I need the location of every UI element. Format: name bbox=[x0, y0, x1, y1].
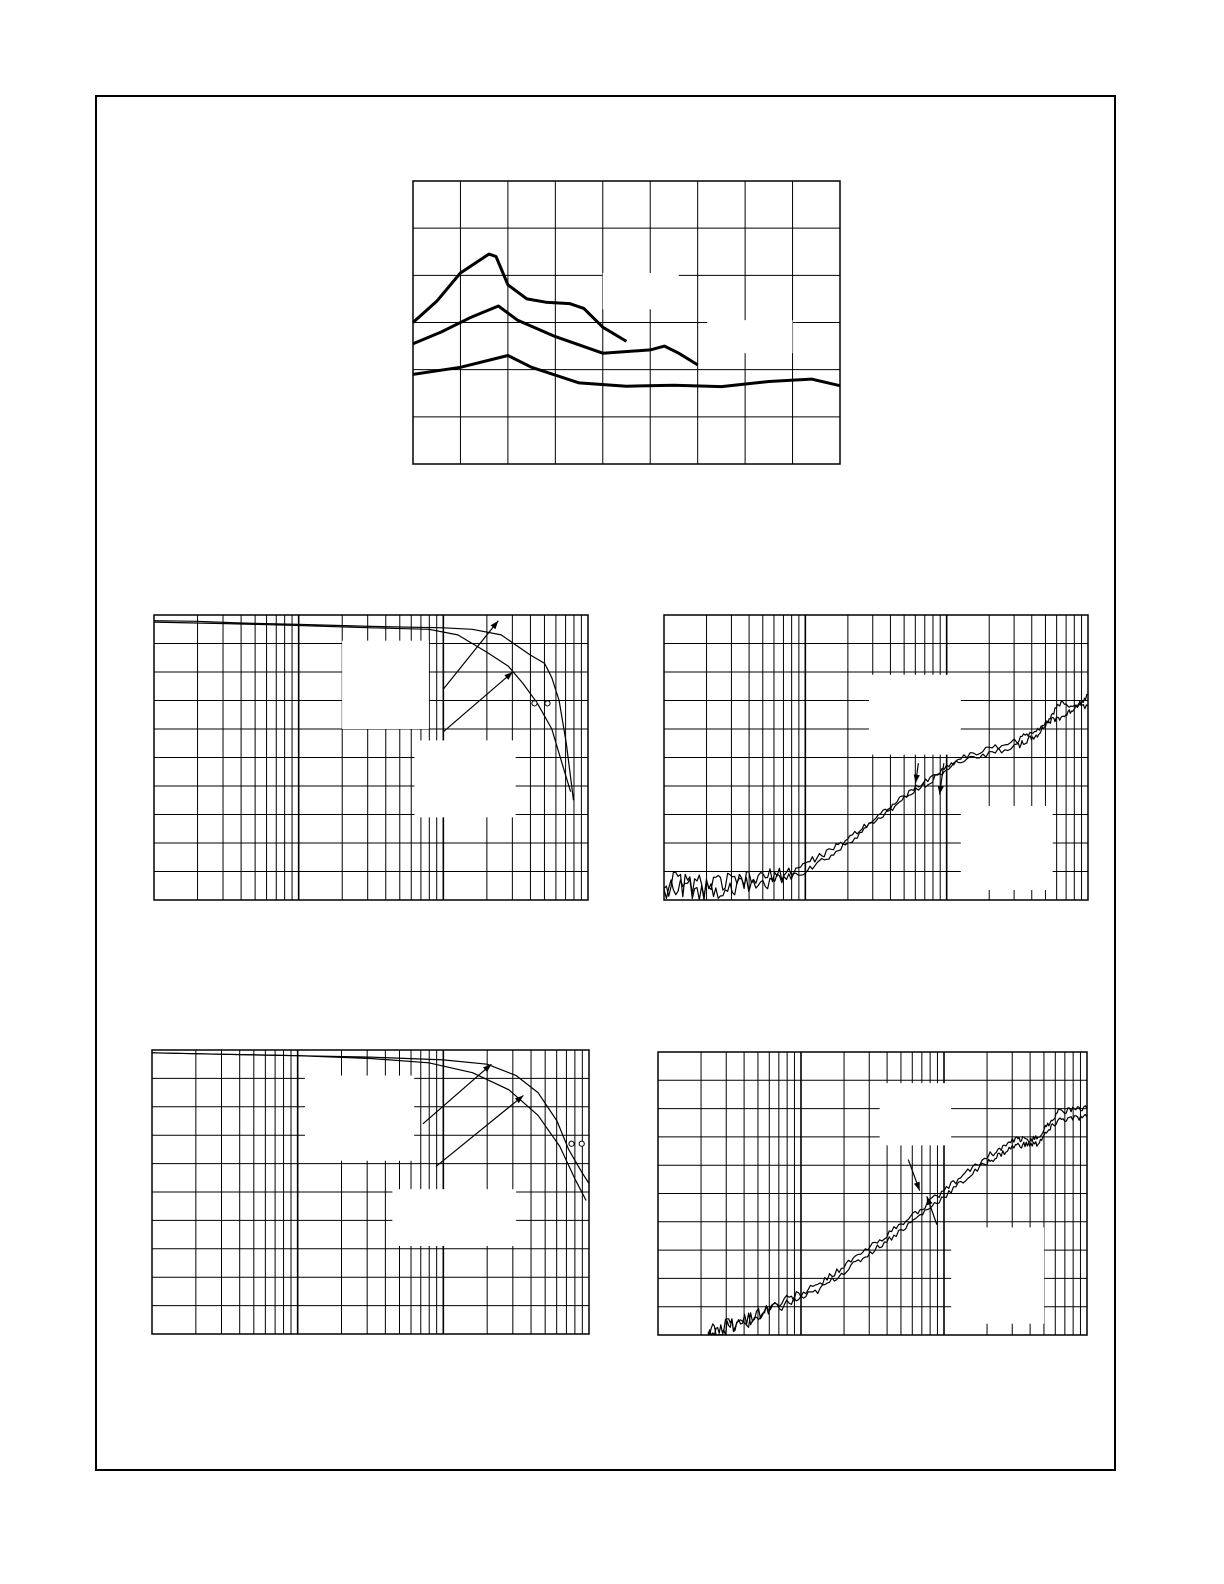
bottom-left-chart bbox=[152, 1050, 589, 1334]
label-area bbox=[603, 273, 679, 309]
label-area bbox=[707, 320, 792, 353]
arrowhead bbox=[914, 1182, 920, 1191]
marker-point bbox=[569, 1141, 574, 1146]
bottom-right-chart bbox=[658, 1052, 1087, 1335]
top-chart bbox=[413, 181, 840, 464]
label-area bbox=[951, 1227, 1044, 1323]
label-area bbox=[961, 806, 1053, 890]
label-area bbox=[392, 1189, 516, 1246]
middle-left-chart bbox=[154, 615, 588, 900]
series-line bbox=[413, 254, 627, 341]
label-area bbox=[869, 675, 961, 755]
callout-arrow bbox=[443, 672, 512, 732]
arrowhead bbox=[938, 786, 944, 795]
marker-point bbox=[532, 701, 537, 706]
callout-arrow bbox=[436, 1095, 523, 1166]
label-area bbox=[414, 740, 515, 817]
series-line bbox=[413, 356, 840, 387]
arrowhead bbox=[914, 774, 920, 783]
label-area bbox=[305, 1076, 414, 1161]
marker-point bbox=[545, 701, 550, 706]
middle-right-chart bbox=[664, 615, 1088, 900]
label-area bbox=[880, 1083, 952, 1145]
label-area bbox=[342, 641, 429, 729]
callout-arrow bbox=[423, 1064, 491, 1124]
marker-point bbox=[579, 1141, 584, 1146]
